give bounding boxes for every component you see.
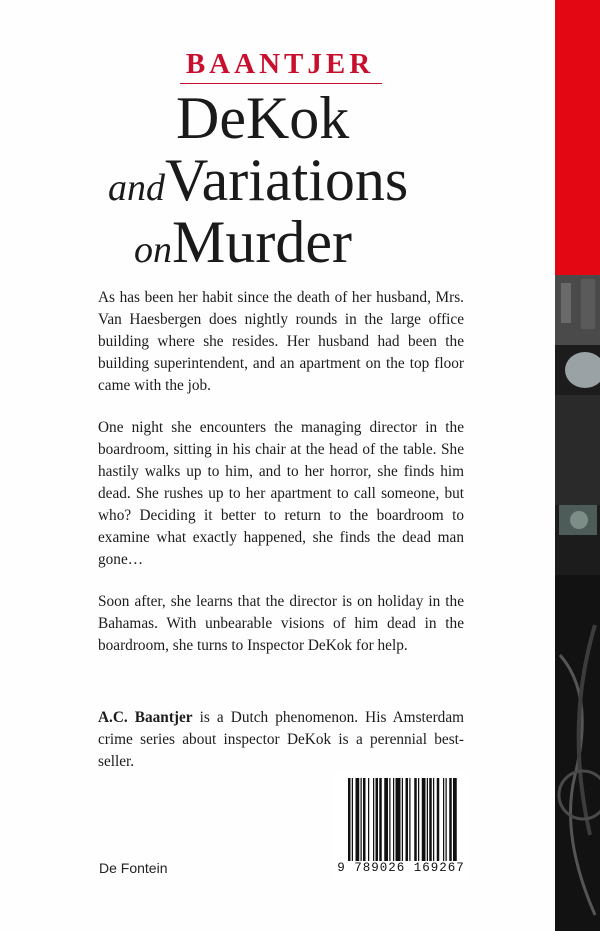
barcode-bar	[363, 778, 366, 862]
barcode-bar	[373, 778, 374, 862]
spine-photo	[555, 275, 600, 931]
barcode-bar	[402, 778, 403, 862]
title-variations: Variations	[165, 147, 409, 213]
barcode-bar	[361, 778, 362, 862]
spine-cover-image	[555, 0, 600, 931]
barcode-bar	[384, 778, 388, 862]
title-on: on	[134, 229, 172, 271]
barcode-bar	[449, 778, 452, 862]
isbn-number: 9 789026 169267	[334, 861, 468, 875]
barcode-bar	[368, 778, 369, 862]
barcode-bar	[446, 778, 447, 862]
barcode-bar	[406, 778, 409, 862]
author-bio-text: is a Dutch phenomenon. His Amsterdam crime series about inspector DeKok is a perennial best-seller.	[98, 709, 465, 770]
barcode-bar	[396, 778, 401, 862]
title-line-2	[108, 147, 409, 213]
author-bio-name: A.C. Baantjer	[98, 709, 193, 726]
barcode-bar	[352, 778, 353, 862]
barcode-bar	[453, 778, 457, 862]
barcode-bar	[356, 778, 360, 862]
barcode-bar	[437, 778, 440, 862]
author-name: BAANTJER	[185, 48, 375, 80]
barcode-bar	[389, 778, 390, 862]
barcode-bar	[422, 778, 426, 862]
blurb	[98, 287, 464, 677]
barcode-bar	[348, 778, 351, 862]
title-and: and	[108, 167, 165, 209]
barcode-bar	[379, 778, 382, 862]
title-dekok: DeKok	[176, 85, 350, 151]
barcode-bar	[433, 778, 434, 862]
spine-red-band	[555, 0, 600, 275]
blurb-paragraph-2: One night she encounters the managing director in the boardroom, sitting in his chair at the head of the table. She hastily walks up to him, and to her horror, she finds him dead. She rushes up to her apartment to call someone, but who? Deciding it better to return to the boardroom to examine what exactly happened, she finds the dead man gone…	[98, 419, 464, 568]
publisher-name: De Fontein	[99, 860, 168, 876]
title-murder: Murder	[172, 209, 352, 275]
blurb-paragraph-3: Soon after, she learns that the director is on holiday in the Bahamas. With unbearable visions of him dead in the boardroom, she turns to Inspector DeKok for help.	[98, 593, 464, 654]
blurb-paragraph-1: As has been her habit since the death of her husband, Mrs. Van Haesbergen does nightly rounds in the large office building where she resides. Her husband had been the building superintendent, and an apartment on the top floor came with the job.	[98, 289, 464, 394]
isbn-barcode	[334, 772, 468, 880]
barcode-bar	[427, 778, 428, 862]
barcode-bar	[429, 778, 432, 862]
barcode-bar	[409, 778, 410, 862]
barcode-bar	[376, 778, 379, 862]
author-underline	[180, 83, 382, 84]
title-line-3	[134, 209, 352, 275]
title-line-1	[176, 85, 350, 151]
barcode-bar	[443, 778, 444, 862]
author-bio	[98, 707, 464, 773]
barcode-bar	[414, 778, 417, 862]
barcode-bar	[393, 778, 394, 862]
barcode-bar	[418, 778, 419, 862]
barcode-bars	[334, 772, 468, 864]
